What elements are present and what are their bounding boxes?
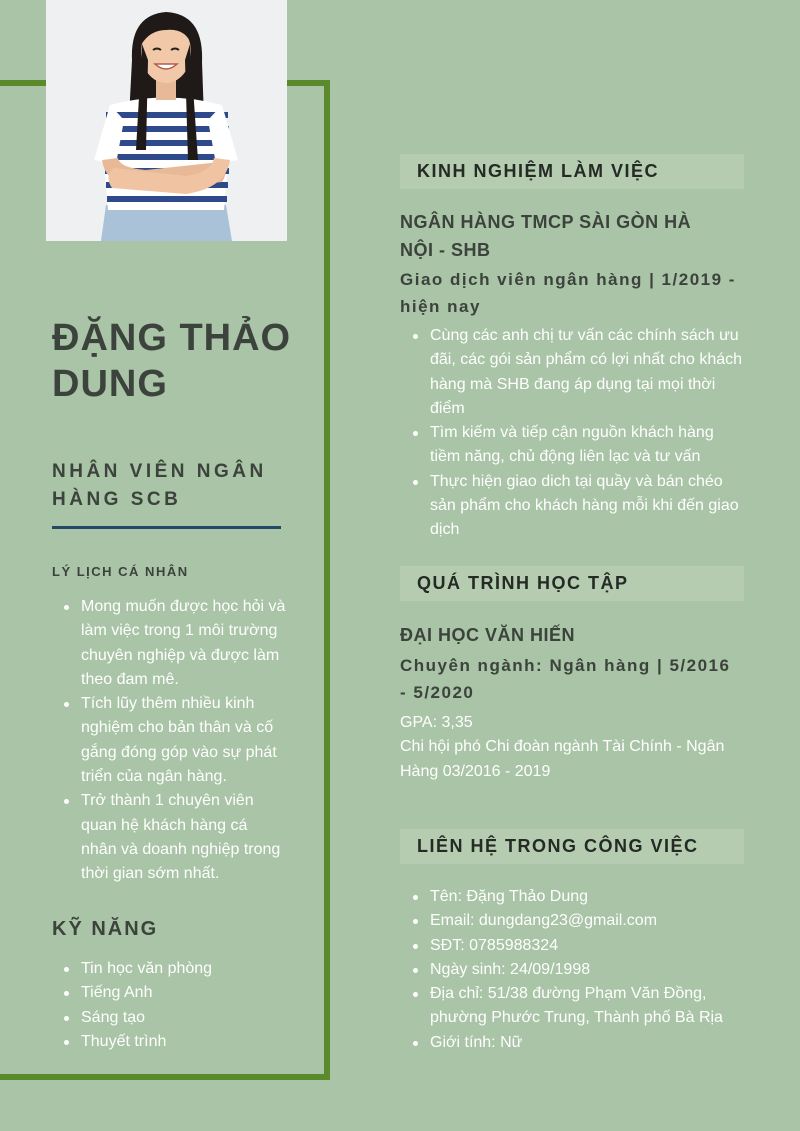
experience-item: Thực hiện giao dich tại quầy và bán chéo sản phẩm cho khách hàng mỗi khi đến giao dịch <box>430 470 742 543</box>
education-activity: Chi hội phó Chi đoàn ngành Tài Chính - Ngân Hàng 03/2016 - 2019 <box>400 738 725 780</box>
contact-list <box>430 885 730 1055</box>
contact-gender: Giới tính: Nữ <box>430 1031 730 1055</box>
profile-item: Trở thành 1 chuyên viên quan hệ khách hàng cá nhân và doanh nghiệp trong thời gian sớm nhất. <box>81 789 286 886</box>
skill-item: Thuyết trình <box>81 1030 281 1054</box>
candidate-name: ĐẶNG THẢO DUNG <box>52 317 292 405</box>
skills-heading: KỸ NĂNG <box>52 918 159 940</box>
education-gpa: GPA: 3,35 <box>400 714 473 731</box>
candidate-role: NHÂN VIÊN NGÂN HÀNG SCB <box>52 461 267 510</box>
education-major: Chuyên ngành: Ngân hàng | 5/2016 - 5/2020 <box>400 656 731 702</box>
skill-item: Sáng tạo <box>81 1006 281 1030</box>
experience-position: Giao dịch viên ngân hàng | 1/2019 - hiện nay <box>400 270 736 316</box>
skill-item: Tiếng Anh <box>81 981 281 1005</box>
contact-email: Email: dungdang23@gmail.com <box>430 909 730 933</box>
contact-heading: LIÊN HỆ TRONG CÔNG VIỆC <box>417 836 699 856</box>
contact-name: Tên: Đặng Thảo Dung <box>430 885 730 909</box>
role-divider <box>52 526 281 529</box>
experience-list <box>430 324 742 543</box>
avatar-illustration <box>46 0 287 241</box>
contact-phone: SĐT: 0785988324 <box>430 934 730 958</box>
profile-heading: LÝ LỊCH CÁ NHÂN <box>52 564 189 579</box>
contact-birthdate: Ngày sinh: 24/09/1998 <box>430 958 730 982</box>
experience-organization: NGÂN HÀNG TMCP SÀI GÒN HÀ NỘI - SHB <box>400 212 692 260</box>
education-heading: QUÁ TRÌNH HỌC TẬP <box>417 573 629 593</box>
experience-section-bar <box>400 154 744 189</box>
profile-item: Tích lũy thêm nhiều kinh nghiệm cho bản thân và cố gắng đóng góp vào sự phát triển của ngân hàng. <box>81 692 286 789</box>
profile-item: Mong muốn được học hỏi và làm việc trong 1 môi trường chuyên nghiệp và được làm theo đam mê. <box>81 595 286 692</box>
experience-item: Cùng các anh chị tư vấn các chính sách ưu đãi, các gói sản phẩm có lợi nhất cho khách hàng mà SHB đang áp dụng tại mọi thời điểm <box>430 324 742 421</box>
education-school: ĐẠI HỌC VĂN HIẾN <box>400 625 576 645</box>
contact-address: Địa chỉ: 51/38 đường Phạm Văn Đồng, phường Phước Trung, Thành phố Bà Rịa <box>430 982 730 1031</box>
skill-item: Tin học văn phòng <box>81 957 281 981</box>
experience-item: Tìm kiếm và tiếp cận nguồn khách hàng tiềm năng, chủ động liên lạc và tư vấn <box>430 421 742 470</box>
profile-list <box>81 595 286 887</box>
skills-list <box>81 957 281 1054</box>
profile-photo <box>46 0 287 241</box>
contact-section-bar <box>400 829 744 864</box>
education-section-bar <box>400 566 744 601</box>
experience-heading: KINH NGHIỆM LÀM VIỆC <box>417 161 660 181</box>
